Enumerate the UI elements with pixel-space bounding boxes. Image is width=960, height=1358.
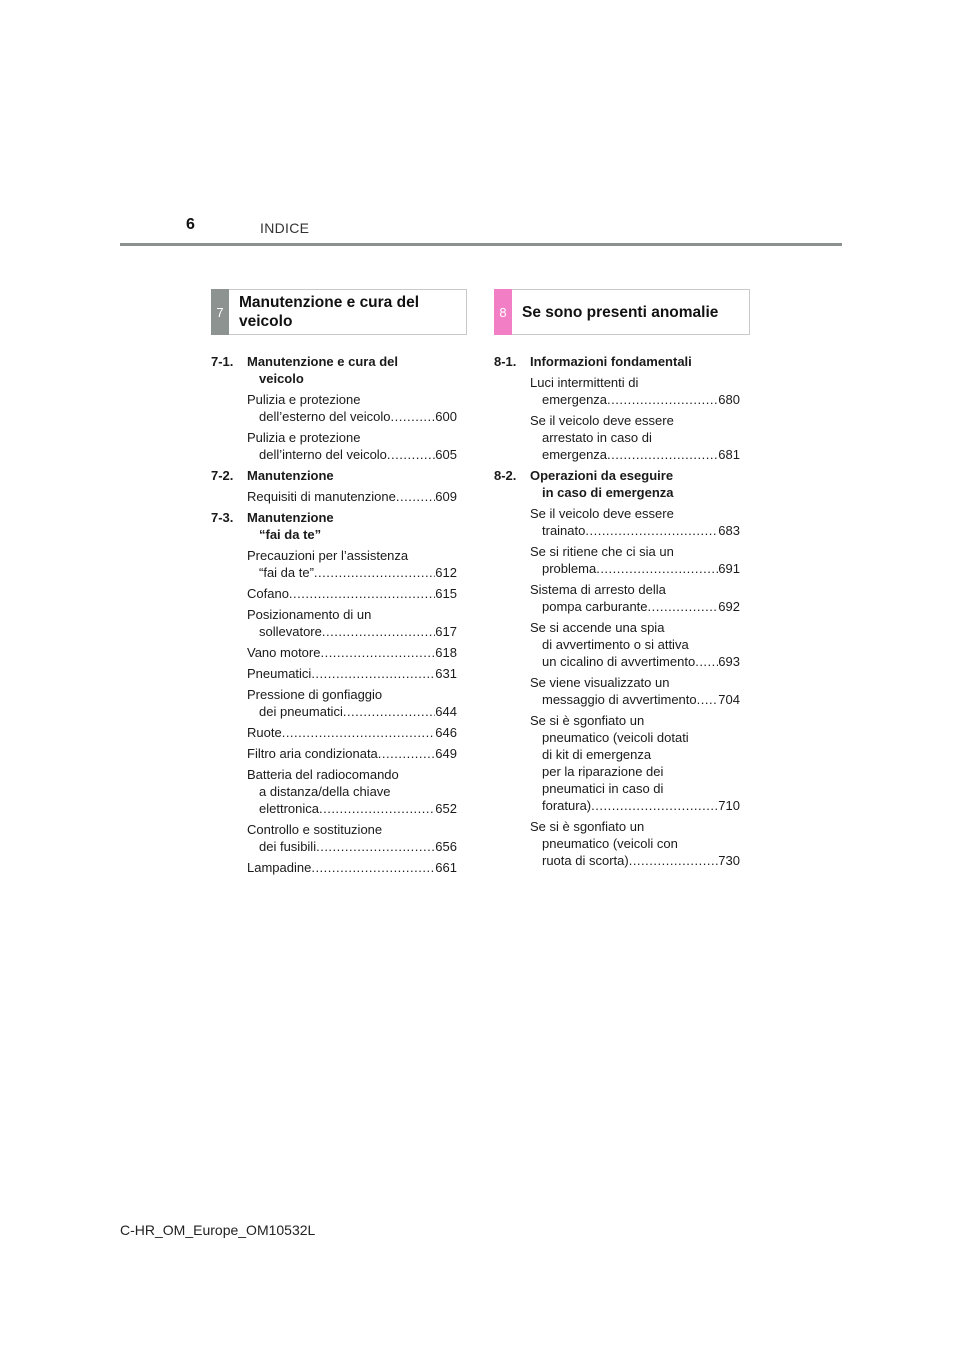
- subsection-heading[interactable]: [211, 353, 457, 387]
- toc-entry[interactable]: [211, 766, 457, 817]
- toc-entry[interactable]: [494, 505, 740, 539]
- entry-page-number: 631: [435, 666, 457, 681]
- entry-page-number: 704: [718, 692, 740, 707]
- entry-last-line: [530, 852, 740, 869]
- section-7-title: Manutenzione e cura del veicolo: [239, 294, 420, 330]
- toc-entry[interactable]: [494, 712, 740, 814]
- entry-text-line: Se viene visualizzato un: [530, 675, 670, 690]
- section-8-tab: 8: [494, 289, 512, 335]
- dot-leader: [282, 724, 436, 741]
- dot-leader: [695, 653, 718, 670]
- entry-last-line: [247, 488, 457, 505]
- section-7-header[interactable]: [211, 289, 467, 335]
- entry-last-line: [247, 800, 457, 817]
- entry-page-number: 691: [718, 561, 740, 576]
- entry-page-number: 646: [435, 725, 457, 740]
- header-rule: [120, 243, 842, 246]
- toc-entry[interactable]: [211, 391, 457, 425]
- subsection-number: 8-2.: [494, 468, 517, 483]
- dot-leader: [387, 446, 435, 463]
- subsection-number: 7-1.: [211, 354, 234, 369]
- dot-leader: [591, 797, 718, 814]
- entry-text-line: Se si accende una spia: [530, 620, 665, 635]
- entry-last-line: [530, 446, 740, 463]
- entry-last-line: [247, 644, 457, 661]
- subsection-title: [530, 353, 692, 370]
- subsection-title-line: “fai da te”: [259, 527, 322, 542]
- entry-text-line: pneumatico (veicoli dotati: [542, 730, 689, 745]
- subsection-title-line: Manutenzione e cura del: [247, 354, 398, 369]
- entry-page-number: 652: [435, 801, 457, 816]
- entry-last-line: [530, 560, 740, 577]
- entry-text-line: Pulizia e protezione: [247, 430, 361, 445]
- entry-text-line: problema: [542, 561, 597, 576]
- entry-last-line: [247, 408, 457, 425]
- entry-text-line: dell’interno del veicolo: [259, 447, 387, 462]
- toc-entry[interactable]: [494, 374, 740, 408]
- toc-entry[interactable]: [211, 665, 457, 682]
- dot-leader: [629, 852, 719, 869]
- entry-last-line: [247, 724, 457, 741]
- entry-page-number: 615: [435, 586, 457, 601]
- toc-entry[interactable]: [494, 674, 740, 708]
- section-8-header[interactable]: [494, 289, 750, 335]
- entry-text-line: Cofano: [247, 586, 289, 601]
- entry-page-number: 692: [718, 599, 740, 614]
- entry-last-line: [530, 653, 740, 670]
- entry-text-line: Pressione di gonfiaggio: [247, 687, 383, 702]
- entry-text-line: elettronica: [259, 801, 319, 816]
- entry-page-number: 710: [718, 798, 740, 813]
- subsection-number: 7-2.: [211, 468, 234, 483]
- dot-leader: [343, 703, 435, 720]
- toc-subsection: [211, 467, 457, 505]
- entry-text-line: sollevatore: [259, 624, 322, 639]
- toc-entry[interactable]: [211, 821, 457, 855]
- entry-text-line: ruota di scorta): [542, 853, 629, 868]
- entry-text-line: “fai da te”: [259, 565, 314, 580]
- entry-page-number: 609: [435, 489, 457, 504]
- entry-text-line: Controllo e sostituzione: [247, 822, 383, 837]
- toc-column-8: [494, 353, 740, 873]
- entry-text-line: foratura): [542, 798, 592, 813]
- entry-page-number: 617: [435, 624, 457, 639]
- toc-entry[interactable]: [211, 606, 457, 640]
- entry-text-line: emergenza: [542, 447, 608, 462]
- subsection-number: 7-3.: [211, 510, 234, 525]
- toc-entry[interactable]: [494, 581, 740, 615]
- toc-entry[interactable]: [211, 585, 457, 602]
- entry-text-line: dei pneumatici: [259, 704, 343, 719]
- entry-text-line: Lampadine: [247, 860, 312, 875]
- entry-text-line: pneumatico (veicoli con: [542, 836, 678, 851]
- entry-page-number: 681: [718, 447, 740, 462]
- entry-page-number: 661: [435, 860, 457, 875]
- entry-last-line: [247, 585, 457, 602]
- entry-last-line: [247, 623, 457, 640]
- entry-last-line: [530, 598, 740, 615]
- entry-page-number: 612: [435, 565, 457, 580]
- dot-leader: [648, 598, 719, 615]
- section-8-title: Se sono presenti anomalie: [522, 303, 719, 321]
- toc-column-7: [211, 353, 457, 880]
- entry-last-line: [247, 745, 457, 762]
- entry-text-line: emergenza: [542, 392, 608, 407]
- entry-text-line: trainato: [542, 523, 586, 538]
- entry-text-line: Precauzioni per l’assistenza: [247, 548, 409, 563]
- entry-text-line: un cicalino di avvertimento: [542, 654, 696, 669]
- toc-entry[interactable]: [211, 724, 457, 741]
- entry-last-line: [247, 838, 457, 855]
- dot-leader: [314, 564, 435, 581]
- entry-last-line: [247, 703, 457, 720]
- subsection-title-line: veicolo: [259, 371, 304, 386]
- entry-page-number: 644: [435, 704, 457, 719]
- entry-last-line: [530, 797, 740, 814]
- section-7-tab: 7: [211, 289, 229, 335]
- subsection-heading[interactable]: [211, 467, 457, 484]
- entry-last-line: [247, 859, 457, 876]
- subsection-number: 8-1.: [494, 354, 517, 369]
- entry-page-number: 656: [435, 839, 457, 854]
- entry-text-line: Ruote: [247, 725, 282, 740]
- entry-page-number: 600: [435, 409, 457, 424]
- dot-leader: [607, 391, 718, 408]
- dot-leader: [320, 644, 435, 661]
- toc-entry[interactable]: [211, 745, 457, 762]
- entry-page-number: 680: [718, 392, 740, 407]
- entry-text-line: pompa carburante: [542, 599, 648, 614]
- dot-leader: [396, 488, 435, 505]
- toc-subsection: [494, 467, 740, 869]
- subsection-title-line: Informazioni fondamentali: [530, 354, 692, 369]
- toc-entry[interactable]: [494, 818, 740, 869]
- toc-entry[interactable]: [494, 543, 740, 577]
- entry-last-line: [530, 391, 740, 408]
- entry-page-number: 683: [718, 523, 740, 538]
- footer-code: C-HR_OM_Europe_OM10532L: [120, 1222, 316, 1238]
- entry-page-number: 693: [718, 654, 740, 669]
- subsection-title: [247, 353, 398, 387]
- entry-text-line: dell’esterno del veicolo: [259, 409, 391, 424]
- dot-leader: [319, 800, 435, 817]
- dot-leader: [311, 665, 435, 682]
- entry-last-line: [530, 691, 740, 708]
- toc-entry[interactable]: [211, 644, 457, 661]
- toc-entry[interactable]: [211, 429, 457, 463]
- subsection-title: [247, 467, 334, 484]
- entry-page-number: 618: [435, 645, 457, 660]
- entry-text-line: Se il veicolo deve essere: [530, 413, 674, 428]
- toc-subsection: [211, 353, 457, 463]
- entry-text-line: per la riparazione dei: [542, 764, 664, 779]
- subsection-title: [530, 467, 674, 501]
- subsection-heading[interactable]: [211, 509, 457, 543]
- entry-text-line: Se si è sgonfiato un: [530, 713, 645, 728]
- entry-text-line: Vano motore: [247, 645, 321, 660]
- toc-subsection: [494, 353, 740, 463]
- subsection-heading[interactable]: [494, 353, 740, 370]
- header-title: INDICE: [260, 220, 310, 236]
- entry-text-line: di avvertimento o si attiva: [542, 637, 689, 652]
- subsection-title-line: Manutenzione: [247, 510, 334, 525]
- dot-leader: [322, 623, 435, 640]
- entry-page-number: 649: [435, 746, 457, 761]
- entry-text-line: di kit di emergenza: [542, 747, 652, 762]
- entry-text-line: Sistema di arresto della: [530, 582, 666, 597]
- entry-text-line: Filtro aria condizionata: [247, 746, 378, 761]
- entry-text-line: pneumatici in caso di: [542, 781, 664, 796]
- entry-text-line: Batteria del radiocomando: [247, 767, 399, 782]
- entry-text-line: Se si ritiene che ci sia un: [530, 544, 674, 559]
- entry-last-line: [247, 665, 457, 682]
- entry-page-number: 730: [718, 853, 740, 868]
- toc-entry[interactable]: [211, 686, 457, 720]
- subsection-heading[interactable]: [494, 467, 740, 501]
- subsection-title-line: in caso di emergenza: [542, 485, 674, 500]
- page-number: 6: [186, 216, 195, 233]
- entry-text-line: Requisiti di manutenzione: [247, 489, 396, 504]
- dot-leader: [607, 446, 718, 463]
- dot-leader: [596, 560, 718, 577]
- dot-leader: [585, 522, 718, 539]
- subsection-title-line: Manutenzione: [247, 468, 334, 483]
- entry-text-line: Posizionamento di un: [247, 607, 372, 622]
- entry-text-line: Pneumatici: [247, 666, 312, 681]
- dot-leader: [316, 838, 435, 855]
- entry-text-line: messaggio di avvertimento: [542, 692, 697, 707]
- entry-text-line: a distanza/della chiave: [259, 784, 391, 799]
- dot-leader: [311, 859, 435, 876]
- toc-subsection: [211, 509, 457, 876]
- entry-last-line: [530, 522, 740, 539]
- toc-entry[interactable]: [211, 547, 457, 581]
- subsection-title: [247, 509, 334, 543]
- dot-leader: [289, 585, 435, 602]
- entry-text-line: Luci intermittenti di: [530, 375, 639, 390]
- entry-text-line: Pulizia e protezione: [247, 392, 361, 407]
- dot-leader: [378, 745, 436, 762]
- toc-entry[interactable]: [494, 619, 740, 670]
- toc-entry[interactable]: [211, 859, 457, 876]
- entry-text-line: Se il veicolo deve essere: [530, 506, 674, 521]
- toc-entry[interactable]: [211, 488, 457, 505]
- entry-text-line: arrestato in caso di: [542, 430, 652, 445]
- toc-entry[interactable]: [494, 412, 740, 463]
- entry-page-number: 605: [435, 447, 457, 462]
- entry-last-line: [247, 446, 457, 463]
- subsection-title-line: Operazioni da eseguire: [530, 468, 674, 483]
- entry-text-line: dei fusibili: [259, 839, 317, 854]
- entry-text-line: Se si è sgonfiato un: [530, 819, 645, 834]
- dot-leader: [391, 408, 436, 425]
- entry-last-line: [247, 564, 457, 581]
- dot-leader: [697, 691, 719, 708]
